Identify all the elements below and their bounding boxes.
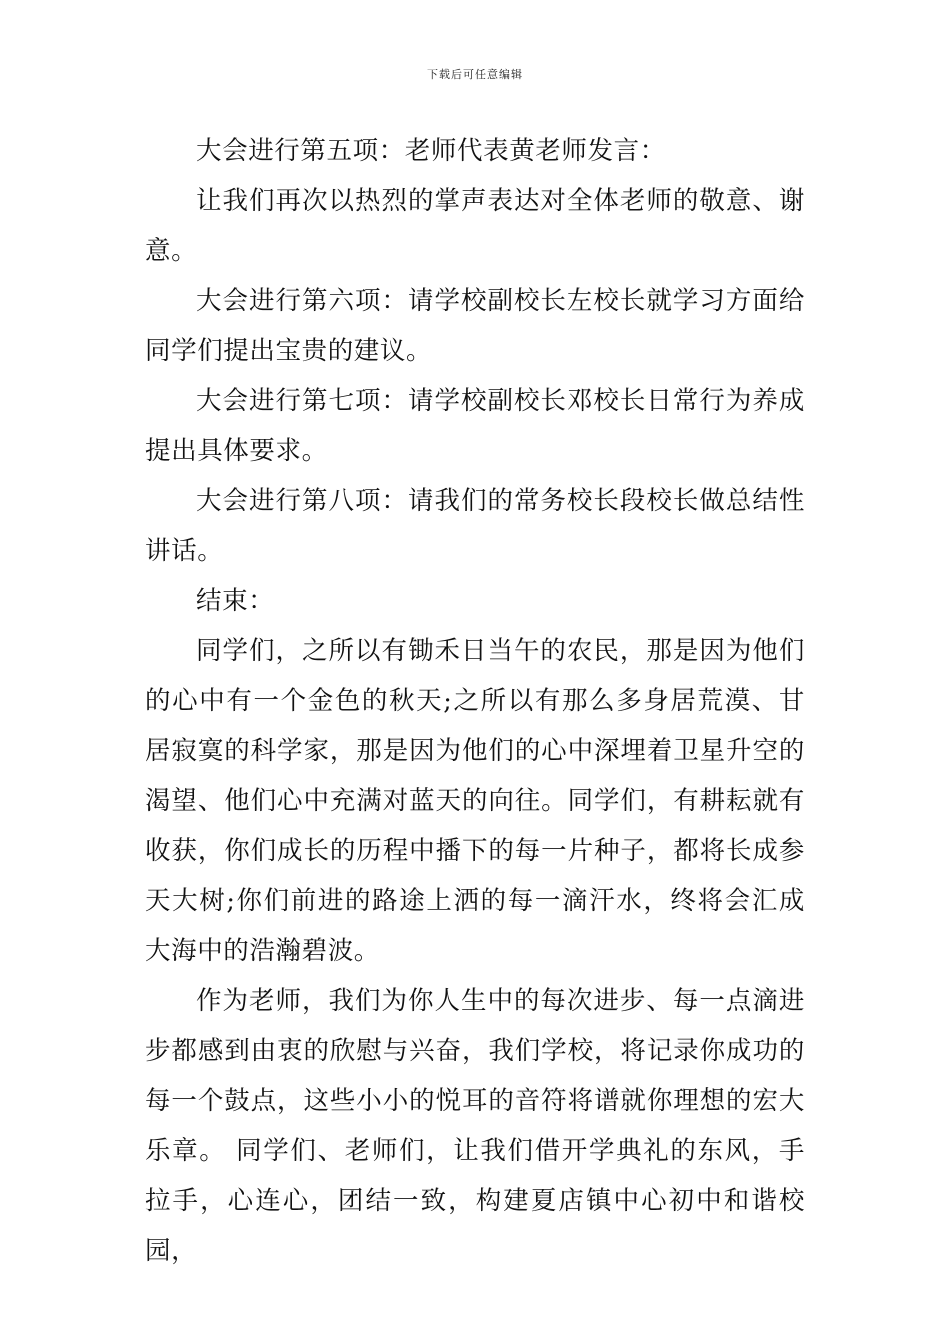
paragraph-item-7: 大会进行第七项：请学校副校长邓校长日常行为养成提出具体要求。	[145, 386, 805, 466]
paragraph-closing-speech-2: 作为老师，我们为你人生中的每次进步、每一点滴进步都感到由衷的欣慰与兴奋，我们学校，将记录你成功的每一个鼓点，这些小小的悦耳的音符将谱就你理想的宏大乐章。 同学们、老师们，让我们借开学典礼的东风，手拉手，心连心，团结一致，构建夏店镇中心初中和谐校园，	[145, 986, 805, 1266]
header-note: 下载后可任意编辑	[427, 68, 523, 81]
paragraph-closing-heading: 结束：	[196, 586, 275, 616]
paragraph-item-8: 大会进行第八项：请我们的常务校长段校长做总结性讲话。	[145, 486, 805, 566]
paragraph-applause: 让我们再次以热烈的掌声表达对全体老师的敬意、谢意。	[145, 186, 805, 266]
document-body	[145, 126, 805, 1276]
paragraph-item-6: 大会进行第六项：请学校副校长左校长就学习方面给同学们提出宝贵的建议。	[145, 286, 805, 366]
paragraph-item-5: 大会进行第五项：老师代表黄老师发言：	[196, 136, 666, 166]
paragraph-closing-speech-1: 同学们，之所以有锄禾日当午的农民，那是因为他们的心中有一个金色的秋天;之所以有那么多身居荒漠、甘居寂寞的科学家，那是因为他们的心中深埋着卫星升空的渴望、他们心中充满对蓝天的向往。同学们，有耕耘就有收获，你们成长的历程中播下的每一片种子，都将长成参天大树;你们前进的路途上洒的每一滴汗水，终将会汇成大海中的浩瀚碧波。	[145, 636, 805, 966]
